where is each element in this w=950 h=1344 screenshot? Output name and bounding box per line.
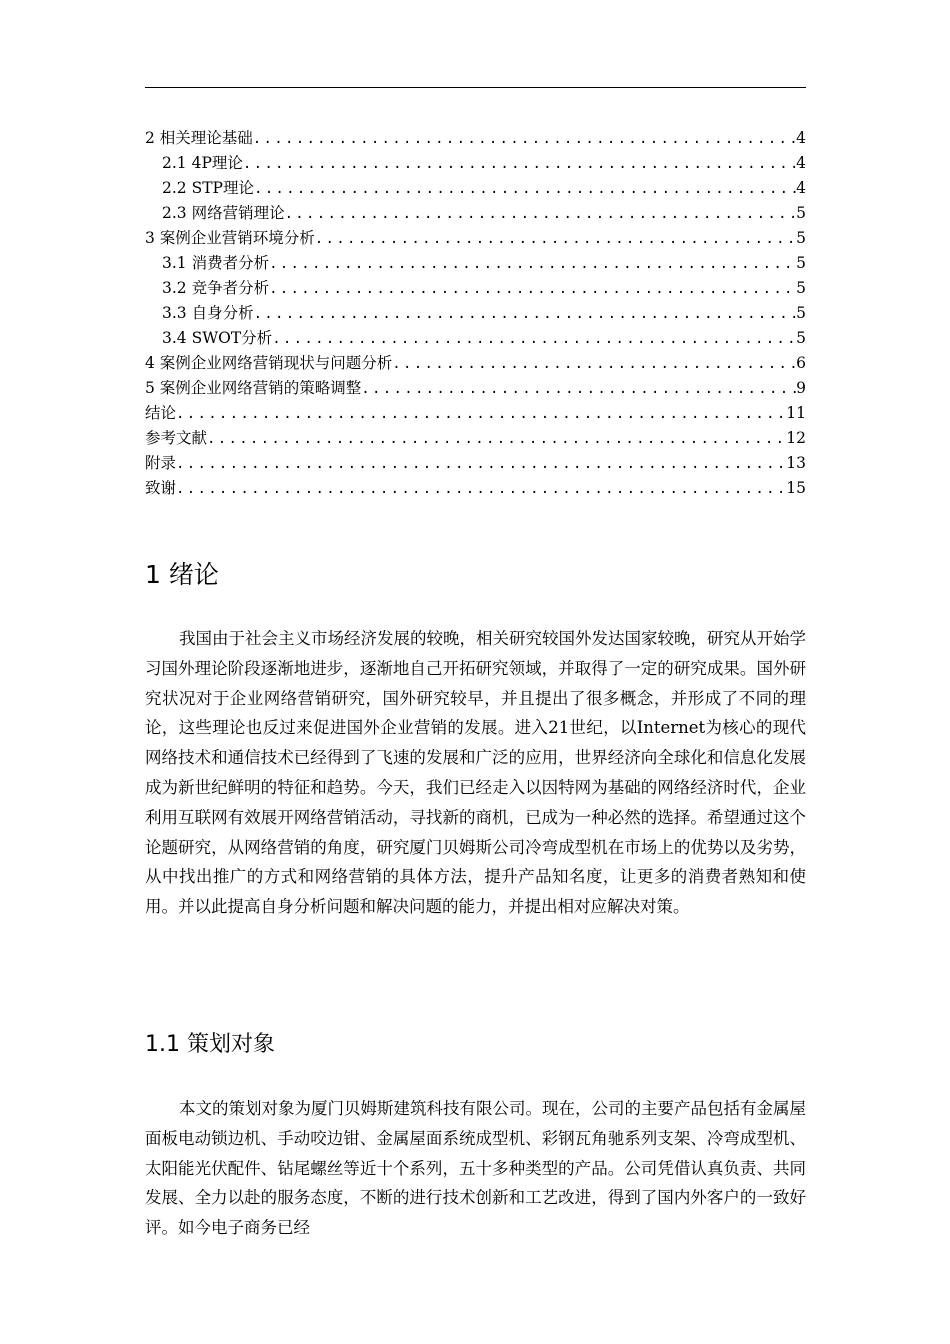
toc-entry-page: 4 xyxy=(796,154,806,172)
toc-entry[interactable] xyxy=(145,401,806,426)
toc-leader xyxy=(243,152,796,177)
toc-entry[interactable] xyxy=(145,376,806,401)
toc-entry-title: 致谢 xyxy=(145,479,177,497)
toc-entry-page: 6 xyxy=(796,354,806,372)
table-of-contents xyxy=(145,126,806,501)
toc-entry-title: 4 案例企业网络营销现状与问题分析 xyxy=(145,354,393,372)
toc-entry-title: 3 案例企业营销环境分析 xyxy=(145,229,315,247)
toc-entry[interactable] xyxy=(145,426,806,451)
toc-entry[interactable] xyxy=(145,226,806,251)
toc-leader xyxy=(285,202,797,227)
toc-entry-page: 9 xyxy=(796,379,806,397)
toc-entry-title: 3.1 消费者分析 xyxy=(162,254,270,272)
toc-leader xyxy=(176,477,786,502)
toc-entry[interactable] xyxy=(145,276,806,301)
toc-leader xyxy=(253,127,796,152)
toc-leader xyxy=(176,402,786,427)
toc-entry-page: 5 xyxy=(796,254,806,272)
toc-entry-title: 3.3 自身分析 xyxy=(162,304,254,322)
toc-entry[interactable] xyxy=(145,176,806,201)
toc-entry-page: 15 xyxy=(786,479,806,497)
toc-leader xyxy=(269,252,796,277)
toc-entry[interactable] xyxy=(145,326,806,351)
section-heading-planning-object: 1.1 策划对象 xyxy=(145,1032,275,1057)
toc-entry-title: 2.3 网络营销理论 xyxy=(162,204,285,222)
toc-leader xyxy=(269,277,796,302)
toc-leader xyxy=(176,452,786,477)
toc-leader xyxy=(254,177,796,202)
toc-leader xyxy=(361,377,796,402)
toc-leader xyxy=(254,302,797,327)
toc-entry-page: 12 xyxy=(786,429,806,447)
toc-entry-title: 2.1 4P理论 xyxy=(162,154,243,172)
toc-entry-page: 4 xyxy=(796,129,806,147)
toc-entry-page: 5 xyxy=(796,304,806,322)
toc-entry-title: 2.2 STP理论 xyxy=(162,179,254,197)
toc-entry-page: 5 xyxy=(796,204,806,222)
toc-entry[interactable] xyxy=(145,476,806,501)
toc-entry-page: 4 xyxy=(796,179,806,197)
toc-entry-page: 5 xyxy=(796,279,806,297)
section-heading-introduction: 1 绪论 xyxy=(145,560,219,589)
toc-entry-title: 5 案例企业网络营销的策略调整 xyxy=(145,379,362,397)
toc-entry-title: 3.2 竞争者分析 xyxy=(162,279,270,297)
toc-leader xyxy=(315,227,796,252)
toc-entry-title: 3.4 SWOT分析 xyxy=(162,329,273,347)
toc-entry-page: 11 xyxy=(786,404,806,422)
toc-entry-title: 结论 xyxy=(145,404,177,422)
toc-leader xyxy=(392,352,796,377)
introduction-paragraph: 我国由于社会主义市场经济发展的较晚，相关研究较国外发达国家较晚，研究从开始学习国外理论阶段逐渐地进步，逐渐地自己开拓研究领域，并取得了一定的研究成果。国外研究状况对于企业网络营销研究，国外研究较早，并且提出了很多概念，并形成了不同的理论，这些理论也反过来促进国外企业营销的发展。进入21世纪，以Internet为核心的现代网络技术和通信技术已经得到了飞速的发展和广泛的应用，世界经济向全球化和信息化发展成为新世纪鲜明的特征和趋势。今天，我们已经走入以因特网为基础的网络经济时代，企业利用互联网有效展开网络营销活动，寻找新的商机，已成为一种必然的选择。希望通过这个论题研究，从网络营销的角度，研究厦门贝姆斯公司冷弯成型机在市场上的优势以及劣势，从中找出推广的方式和网络营销的具体方法，提升产品知名度，让更多的消费者熟知和使用。并以此提高自身分析问题和解决问题的能力，并提出相对应解决对策。 xyxy=(145,629,806,917)
toc-entry[interactable] xyxy=(145,451,806,476)
toc-entry[interactable] xyxy=(145,201,806,226)
toc-leader xyxy=(272,327,796,352)
toc-entry-title: 参考文献 xyxy=(145,429,208,447)
toc-entry-page: 13 xyxy=(786,454,806,472)
toc-leader xyxy=(207,427,786,452)
toc-entry[interactable] xyxy=(145,301,806,326)
toc-entry[interactable] xyxy=(145,126,806,151)
toc-entry-title: 2 相关理论基础 xyxy=(145,129,253,147)
header-rule xyxy=(145,87,806,88)
toc-entry-page: 5 xyxy=(796,329,806,347)
toc-entry-page: 5 xyxy=(796,229,806,247)
toc-entry[interactable] xyxy=(145,151,806,176)
planning-object-paragraph: 本文的策划对象为厦门贝姆斯建筑科技有限公司。现在，公司的主要产品包括有金属屋面板电动锁边机、手动咬边钳、金属屋面系统成型机、彩钢瓦角驰系列支架、冷弯成型机、太阳能光伏配件、钻尾螺丝等近十个系列，五十多种类型的产品。公司凭借认真负责、共同发展、全力以赴的服务态度，不断的进行技术创新和工艺改进，得到了国内外客户的一致好评。如今电子商务已经 xyxy=(145,1099,806,1238)
toc-entry[interactable] xyxy=(145,251,806,276)
toc-entry-title: 附录 xyxy=(145,454,177,472)
toc-entry[interactable] xyxy=(145,351,806,376)
